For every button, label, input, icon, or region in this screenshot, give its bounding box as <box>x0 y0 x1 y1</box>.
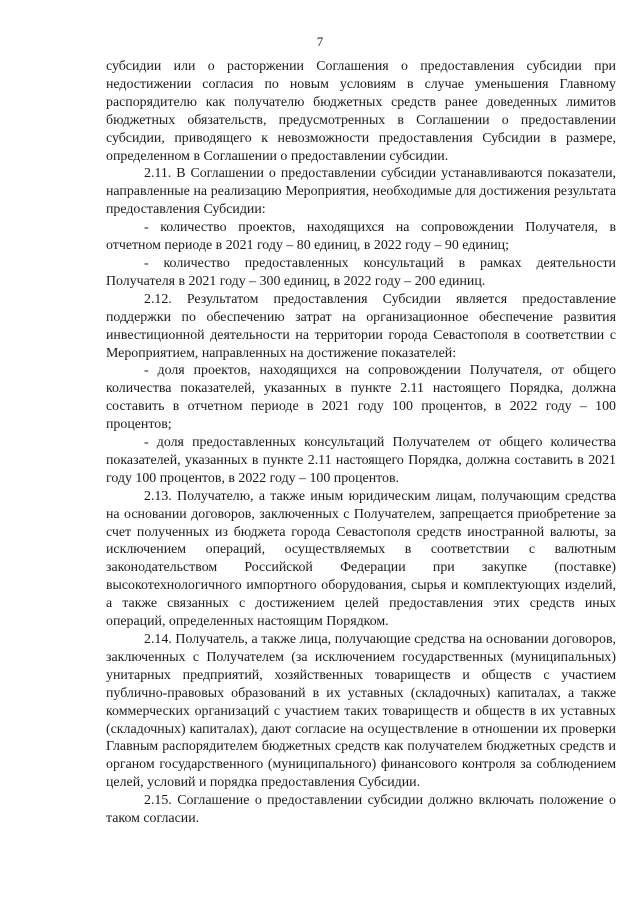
clause-2-12: 2.12. Результатом предоставления Субсидии является предоставление поддержки по обеспечению затрат на организационное обеспечение развития инвестиционной деятельности на территории города Севастополя в соответствии с Мероприятием, направленных на достижение показателей: <box>106 291 616 361</box>
list-item-projects-share: - доля проектов, находящихся на сопровождении Получателя, от общего количества показателей, указанных в пункте 2.11 настоящего Порядка, должна составить в отчетном периоде в 2021 году 100 процентов, в 2022 году – 100 процентов; <box>106 363 616 433</box>
clause-2-13: 2.13. Получателю, а также иным юридическим лицам, получающим средства на основании договоров, заключенных с Получателем, запрещается приобретение за счет полученных из бюджета города Севастополя средств иностранной валюты, за исключением операций, осуществляемых в соответствии с валютным законодательством Российской Федерации при закупке (поставке) высокотехнологичного импортного оборудования, сырья и комплектующих изделий, а также связанных с достижением целей предоставления этих средств иных операций, определенных настоящим Порядком. <box>106 488 616 630</box>
clause-2-11: 2.11. В Соглашении о предоставлении субсидии устанавливаются показатели, направленные на реализацию Мероприятия, необходимые для достижения результата предоставления Субсидии: <box>106 166 616 218</box>
paragraph-continuation: субсидии или о расторжении Соглашения о предоставления субсидии при недостижении согласия по новым условиям в случае уменьшения Главному распорядителю как получателю бюджетных средств ранее доведенных лимитов бюджетных обязательств, предусмотренных в Соглашении о предоставлении субсидии, приводящего к невозможности предоставления Субсидии в размере, определенном в Соглашении о предоставлении субсидии. <box>106 59 616 164</box>
clause-2-14: 2.14. Получатель, а также лица, получающие средства на основании договоров, заключенных с Получателем (за исключением государственных (муниципальных) унитарных предприятий, хозяйственных товариществ и обществ с участием публично-правовых образований в их уставных (складочных) капиталах, а также коммерческих организаций с участием таких товариществ и обществ в их уставных (складочных) капиталах), дают согласие на осуществление в отношении их проверки Главным распорядителем бюджетных средств как получателем бюджетных средств и органом государственного (муниципального) финансового контроля за соблюдением целей, условий и порядка предоставления Субсидии. <box>106 632 616 791</box>
page-number: 7 <box>316 34 324 49</box>
document-body <box>106 58 616 828</box>
clause-2-15: 2.15. Соглашение о предоставлении субсидии должно включать положение о таком согласии. <box>106 793 616 827</box>
list-item-consultations-share: - доля предоставленных консультаций Получателем от общего количества показателей, указанных в пункте 2.11 настоящего Порядка, должна составить в 2021 году 100 процентов, в 2022 году – 100 процентов. <box>106 435 616 486</box>
list-item-consultations-count: - количество предоставленных консультаций в рамках деятельности Получателя в 2021 году – 300 единиц, в 2022 году – 200 единиц. <box>106 255 616 289</box>
list-item-projects-count: - количество проектов, находящихся на сопровождении Получателя, в отчетном периоде в 2021 году – 80 единиц, в 2022 году – 90 единиц; <box>106 220 616 254</box>
